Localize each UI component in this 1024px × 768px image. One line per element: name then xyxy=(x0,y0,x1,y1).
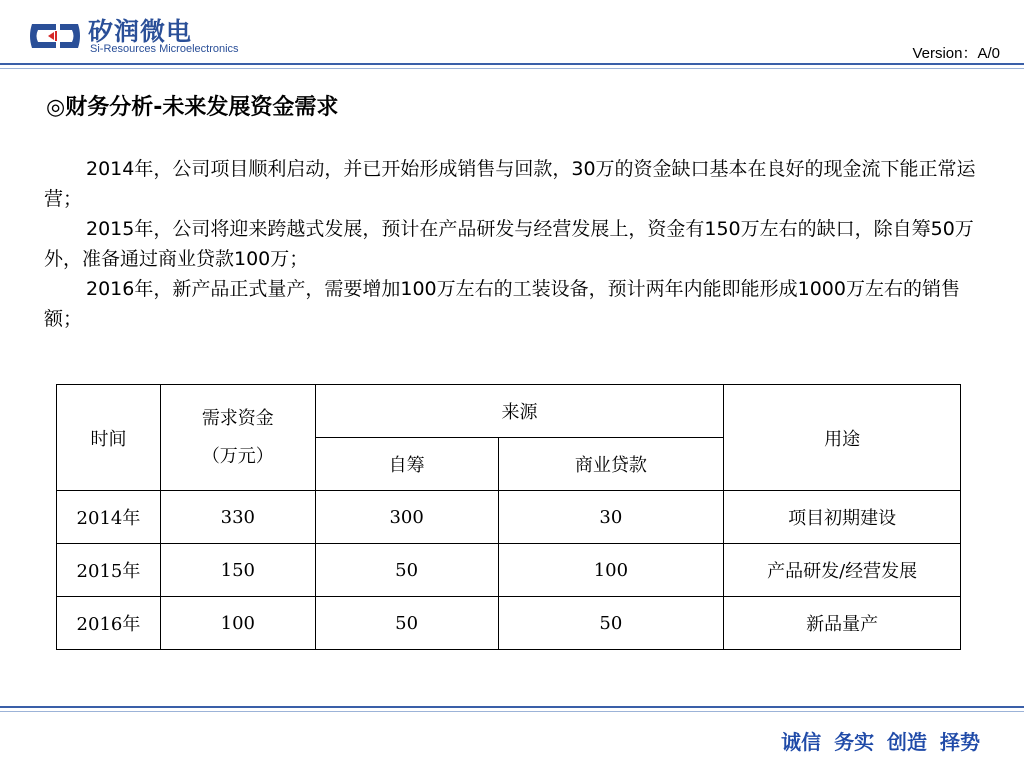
body-text xyxy=(44,154,976,334)
cell-use: 项目初期建设 xyxy=(724,491,961,544)
cell-self: 50 xyxy=(315,544,498,597)
header-need-label: 需求资金 xyxy=(201,407,274,429)
cell-loan: 50 xyxy=(498,597,724,650)
header-commercial-loan: 商业贷款 xyxy=(498,438,724,491)
cell-use: 新品量产 xyxy=(724,597,961,650)
cell-self: 50 xyxy=(315,597,498,650)
cell-need: 150 xyxy=(160,544,315,597)
cell-loan: 100 xyxy=(498,544,724,597)
paragraph-2016: 2016年，新产品正式量产，需要增加100万左右的工装设备，预计两年内能即能形成1000万左右的销售额； xyxy=(44,278,960,330)
cell-use: 产品研发/经营发展 xyxy=(724,544,961,597)
header-use: 用途 xyxy=(724,385,961,491)
cell-loan: 30 xyxy=(498,491,724,544)
header-self-funded: 自筹 xyxy=(315,438,498,491)
cell-self: 300 xyxy=(315,491,498,544)
footer-divider xyxy=(0,706,1024,712)
cell-time: 2015年 xyxy=(57,544,161,597)
company-logo-icon xyxy=(26,16,84,56)
header-time: 时间 xyxy=(57,385,161,491)
cell-need: 330 xyxy=(160,491,315,544)
paragraph-2014: 2014年，公司项目顺利启动，并已开始形成销售与回款，30万的资金缺口基本在良好的现金流下能正常运营； xyxy=(44,158,976,210)
slide-title: ◎财务分析-未来发展资金需求 xyxy=(46,95,339,120)
cell-need: 100 xyxy=(160,597,315,650)
cell-time: 2014年 xyxy=(57,491,161,544)
header-need-unit: （万元） xyxy=(201,445,274,467)
table-row xyxy=(57,491,961,544)
paragraph-2015: 2015年，公司将迎来跨越式发展，预计在产品研发与经营发展上，资金有150万左右的缺口，除自筹50万外，准备通过商业贷款100万； xyxy=(44,218,974,270)
header-source: 来源 xyxy=(315,385,724,438)
cell-time: 2016年 xyxy=(57,597,161,650)
company-logo xyxy=(26,12,266,58)
table-row xyxy=(57,544,961,597)
company-slogan: 诚信 务实 创造 择势 xyxy=(781,730,980,754)
table-header-row xyxy=(57,385,961,438)
version-label: Version：A/0 xyxy=(912,45,1000,62)
table-row xyxy=(57,597,961,650)
funding-table xyxy=(56,384,961,650)
header-divider xyxy=(0,63,1024,69)
logo-english-name: Si-Resources Microelectronics xyxy=(90,43,239,55)
header-need xyxy=(160,385,315,491)
logo-chinese-name: 矽润微电 xyxy=(88,17,193,46)
